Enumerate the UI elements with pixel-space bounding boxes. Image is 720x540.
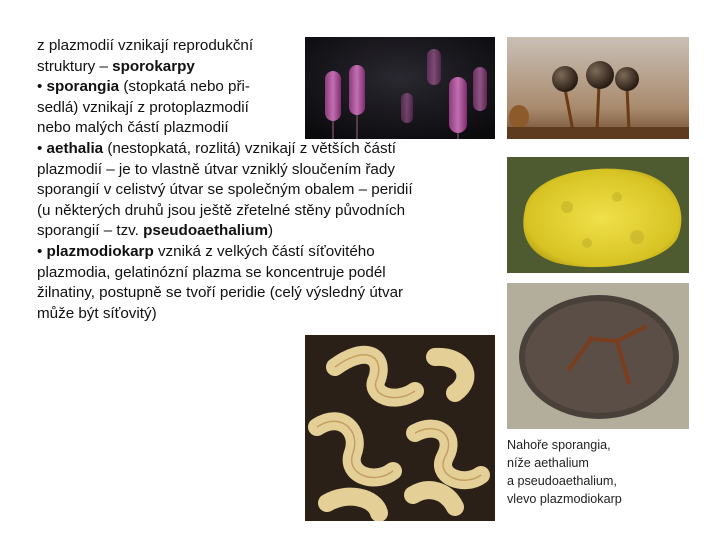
bullet-line: (u některých druhů jsou ještě zřetelné stěny původních [37, 201, 406, 219]
photo-plazmodiokarp [305, 335, 495, 521]
bullet-line: plazmodia, gelatinózní plazma se koncentruje podél [37, 263, 386, 281]
photo-caption [507, 436, 707, 508]
bullet-aethalia: • aethalia (nestopkatá, rozlitá) vznikají z větších částí [37, 139, 397, 157]
caption-line: vlevo plazmodiokarp [507, 492, 622, 506]
bullet-line: plazmodií – je to vlastně útvar vzniklý sloučením řady [37, 160, 395, 178]
intro-line: z plazmodií vznikají reprodukční [37, 37, 254, 54]
bullet-line: nebo malých částí plazmodií [37, 119, 229, 137]
photo-yellow-aethalium [507, 157, 689, 273]
bullet-line: sporangií – tzv. pseudoaethalium) [37, 222, 274, 240]
intro-line: struktury – sporokarpy [37, 57, 195, 75]
main-text [37, 36, 477, 324]
photo-brown-sporangia [507, 37, 689, 139]
caption-line: Nahoře sporangia, [507, 438, 611, 452]
bullet-sporangia: • sporangia (stopkatá nebo při- [37, 78, 250, 96]
caption-line: níže aethalium [507, 456, 589, 470]
photo-pseudoaethalium [507, 283, 689, 429]
term-sporokarpy: sporokarpy [112, 57, 195, 75]
bullet-line: sedlá) vznikají z protoplazmodií [37, 98, 249, 116]
bullet-line: žilnatiny, postupně se tvoří peridie (celý výsledný útvar [37, 284, 404, 302]
term-aethalia: aethalia [46, 139, 104, 157]
caption-line: a pseudoaethalium, [507, 474, 617, 488]
bullet-plazmodiokarp: • plazmodiokarp vzniká z velkých částí síťovitého [37, 242, 375, 260]
bullet-line: sporangií v celistvý útvar se společným obalem – peridií [37, 181, 413, 199]
term-pseudoaethalium: pseudoaethalium [143, 222, 268, 240]
term-sporangia: sporangia [46, 78, 120, 96]
term-plazmodiokarp: plazmodiokarp [46, 242, 154, 260]
bullet-line: může být síťovitý) [37, 304, 157, 322]
